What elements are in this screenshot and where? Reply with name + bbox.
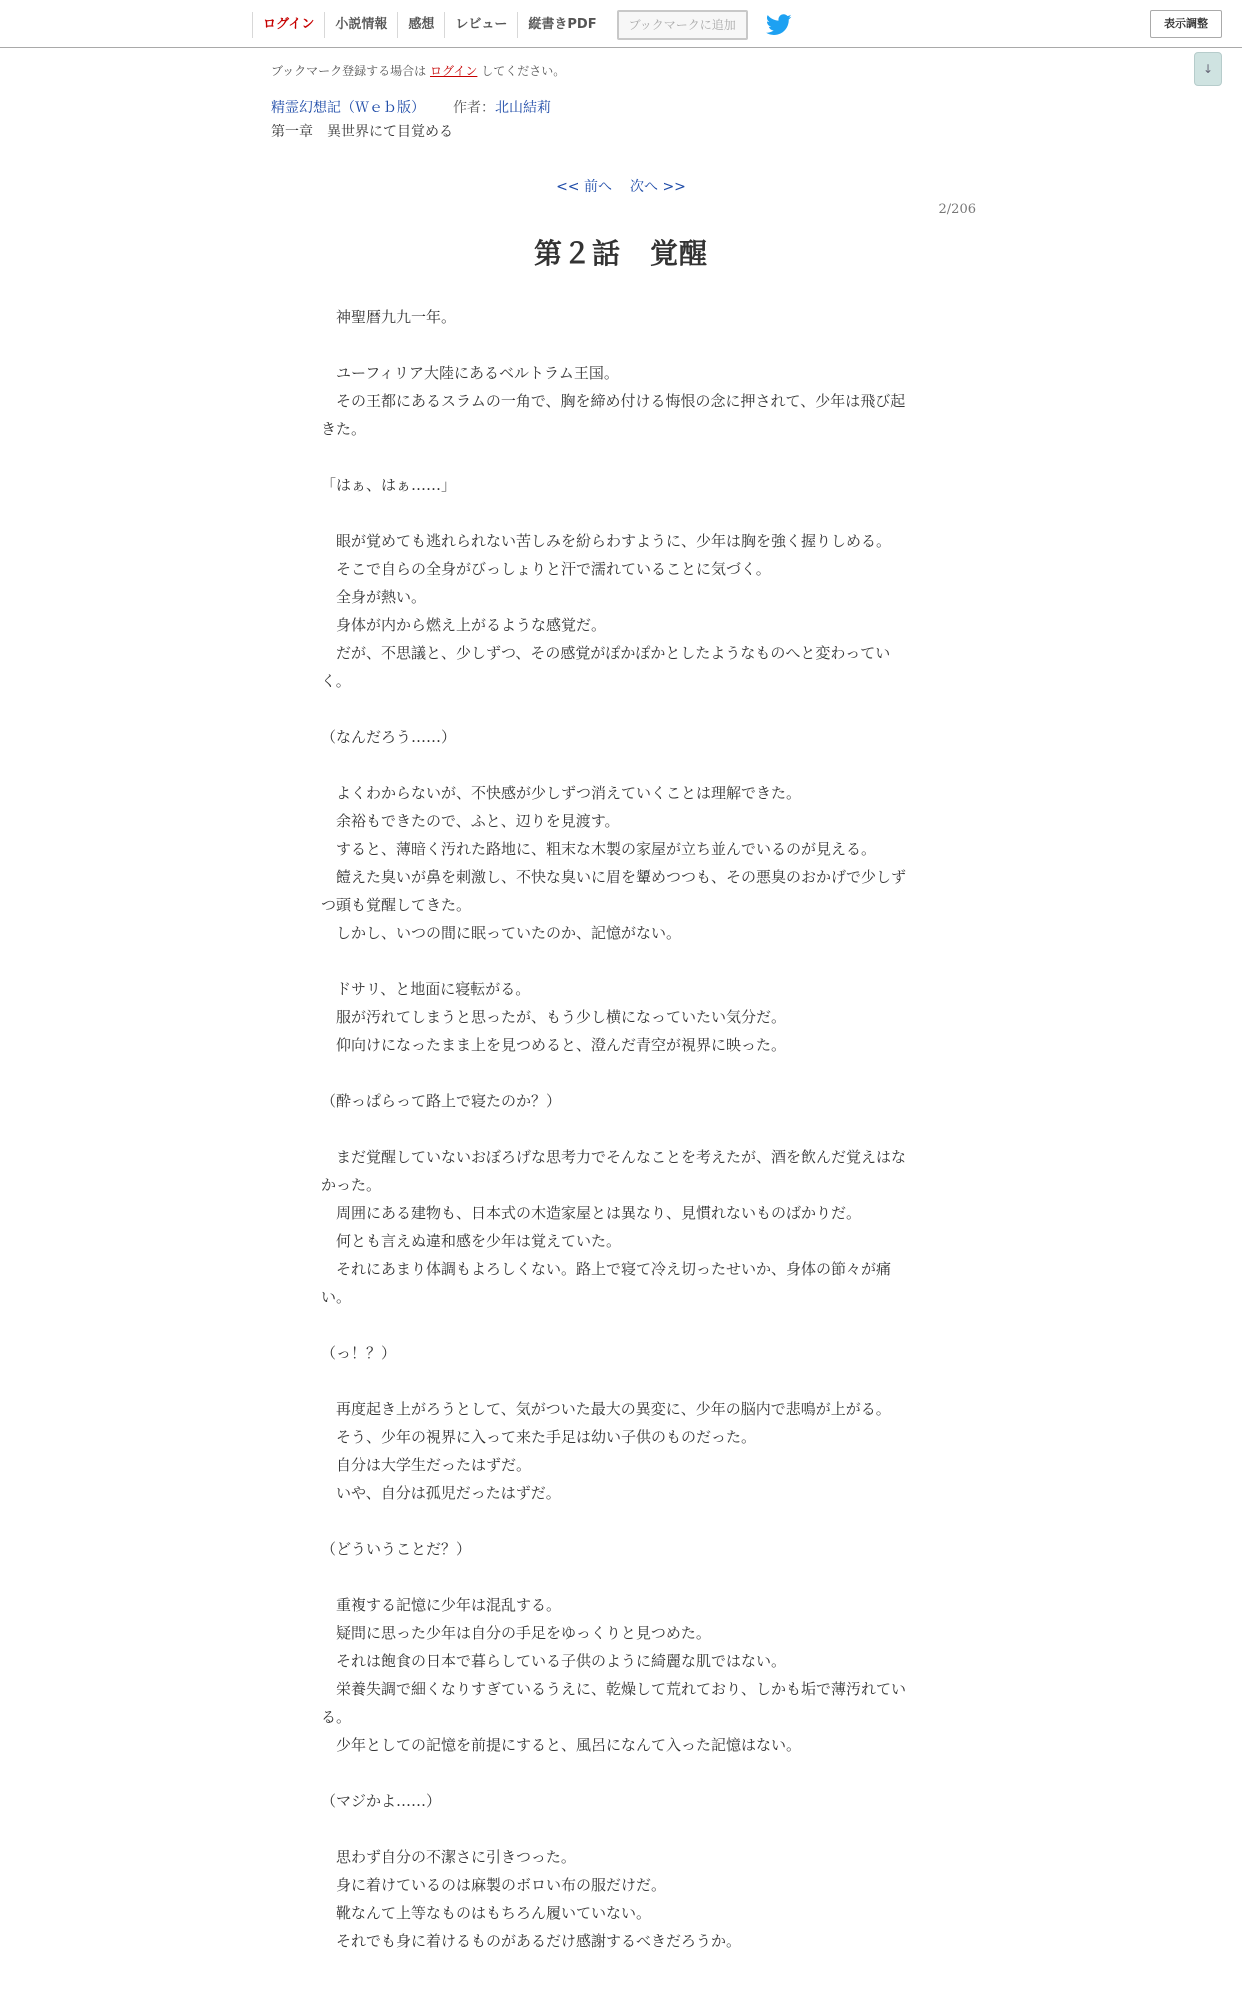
body-line: よくわからないが、不快感が少しずつ消えていくことは理解できた。	[321, 784, 802, 802]
notice-text-before: ブックマーク登録する場合は	[271, 64, 430, 78]
author-label: 作者：	[453, 100, 495, 116]
bookmark-notice	[271, 62, 565, 79]
prev-link[interactable]: << 前へ	[556, 179, 612, 195]
body-line: それでも身に着けるものがあるだけ感謝するべきだろうか。	[321, 1932, 742, 1950]
body-line: 全身が熱い。	[321, 588, 427, 606]
body-line: 身体が内から燃え上がるような感覚だ。	[321, 616, 607, 634]
body-line	[321, 1507, 916, 1535]
body-line	[321, 1759, 916, 1787]
body-line: （っ！？）	[321, 1344, 397, 1362]
body-line: 再度起き上がろうとして、気がついた最大の異変に、少年の脳内で悲鳴が上がる。	[321, 1400, 891, 1418]
body-line	[321, 1367, 916, 1395]
body-line: 眼が覚めても逃れられない苦しみを紛らわすように、少年は胸を強く握りしめる。	[321, 532, 892, 550]
body-line: 疑問に思った少年は自分の手足をゆっくりと見つめた。	[321, 1624, 711, 1642]
top-bar	[0, 0, 1242, 48]
header-nav	[252, 12, 792, 38]
body-line: 仰向けになったまま上を見つめると、澄んだ青空が視界に映った。	[321, 1036, 787, 1054]
body-line: 身に着けているのは麻製のボロい布の服だけだ。	[321, 1876, 667, 1894]
body-line	[321, 1563, 916, 1591]
body-line: 神聖暦九九一年。	[321, 308, 457, 326]
novel-title-link[interactable]: 精霊幻想記（Ｗｅｂ版）	[271, 100, 425, 116]
body-line: 思わず自分の不潔さに引きつった。	[321, 1848, 576, 1866]
body-line: 少年としての記憶を前提にすると、風呂になんて入った記憶はない。	[321, 1736, 802, 1754]
twitter-icon[interactable]	[766, 14, 792, 36]
body-line: ドサリ、と地面に寝転がる。	[321, 980, 531, 998]
author-link[interactable]: 北山結莉	[495, 100, 551, 116]
body-line: だが、不思議と、少しずつ、その感覚がぽかぽかとしたようなものへと変わっていく。	[321, 644, 891, 690]
body-line: すると、薄暗く汚れた路地に、粗末な木製の家屋が立ち並んでいるのが見える。	[321, 840, 877, 858]
nav-impressions[interactable]: 感想	[398, 12, 445, 38]
body-line: 栄養失調で細くなりすぎているうえに、乾燥して荒れており、しかも垢で薄汚れている。	[321, 1680, 907, 1726]
body-line: しかし、いつの間に眠っていたのか、記憶がない。	[321, 924, 682, 942]
body-line: （なんだろう……）	[321, 728, 457, 746]
body-line: （酔っぱらって路上で寝たのか？）	[321, 1092, 562, 1110]
body-line: 余裕もできたので、ふと、辺りを見渡す。	[321, 812, 620, 830]
scroll-down-button[interactable]: ↓	[1194, 52, 1222, 86]
body-line	[321, 947, 916, 975]
body-line: （マジかよ……）	[321, 1792, 442, 1810]
body-line: 饐えた臭いが鼻を刺激し、不快な臭いに眉を顰めつつも、その悪臭のおかげで少しずつ頭も覚醒してきた。	[321, 868, 907, 914]
episode-title: 第２話 覚醒	[533, 237, 708, 270]
nav-review[interactable]: レビュー	[445, 12, 518, 38]
body-line: 重複する記憶に少年は混乱する。	[321, 1596, 562, 1614]
body-line	[321, 1815, 916, 1843]
page-count: 2/206	[938, 202, 976, 217]
body-line: 靴なんて上等なものはもちろん履いていない。	[321, 1904, 652, 1922]
display-settings-button[interactable]: 表示調整	[1150, 10, 1222, 38]
body-line	[321, 1059, 916, 1087]
notice-login-link[interactable]: ログイン	[429, 64, 478, 78]
pager	[0, 176, 1242, 196]
body-line: まだ覚醒していないおぼろげな思考力でそんなことを考えたが、酒を飲んだ覚えはなかった。	[321, 1148, 907, 1194]
nav-vertical-pdf[interactable]: 縦書きPDF	[528, 17, 597, 32]
body-line	[321, 443, 916, 471]
body-line: （どういうことだ？）	[321, 1540, 472, 1558]
body-line: 周囲にある建物も、日本式の木造家屋とは異なり、見慣れないものばかりだ。	[321, 1204, 862, 1222]
body-line	[321, 1115, 916, 1143]
body-line	[321, 1311, 916, 1339]
body-line: ユーフィリア大陸にあるベルトラム王国。	[321, 364, 619, 382]
body-line: 「はぁ、はぁ……」	[321, 476, 457, 494]
body-line: それは飽食の日本で暮らしている子供のように綺麗な肌ではない。	[321, 1652, 787, 1670]
body-line: いや、自分は孤児だったはずだ。	[321, 1484, 561, 1502]
novel-body	[321, 303, 916, 1955]
add-bookmark-button[interactable]: ブックマークに追加	[617, 10, 748, 40]
notice-text-after: してください。	[477, 64, 566, 78]
body-line: そう、少年の視界に入って来た手足は幼い子供のものだった。	[321, 1428, 757, 1446]
body-line: 服が汚れてしまうと思ったが、もう少し横になっていたい気分だ。	[321, 1008, 787, 1026]
body-line: それにあまり体調もよろしくない。路上で寝て冷え切ったせいか、身体の節々が痛い。	[321, 1260, 892, 1306]
body-line	[321, 499, 916, 527]
body-line: 自分は大学生だったはずだ。	[321, 1456, 532, 1474]
novel-info	[271, 97, 551, 117]
next-link[interactable]: 次へ >>	[630, 179, 686, 195]
body-line	[321, 331, 916, 359]
body-line	[321, 695, 916, 723]
chapter-title: 第一章 異世界にて目覚める	[271, 124, 453, 140]
nav-novel-info[interactable]: 小説情報	[325, 12, 398, 38]
body-line: そこで自らの全身がびっしょりと汗で濡れていることに気づく。	[321, 560, 771, 578]
body-line: 何とも言えぬ違和感を少年は覚えていた。	[321, 1232, 622, 1250]
body-line	[321, 751, 916, 779]
nav-login[interactable]: ログイン	[252, 12, 325, 38]
body-line: その王都にあるスラムの一角で、胸を締め付ける悔恨の念に押されて、少年は飛び起きた。	[321, 392, 906, 438]
